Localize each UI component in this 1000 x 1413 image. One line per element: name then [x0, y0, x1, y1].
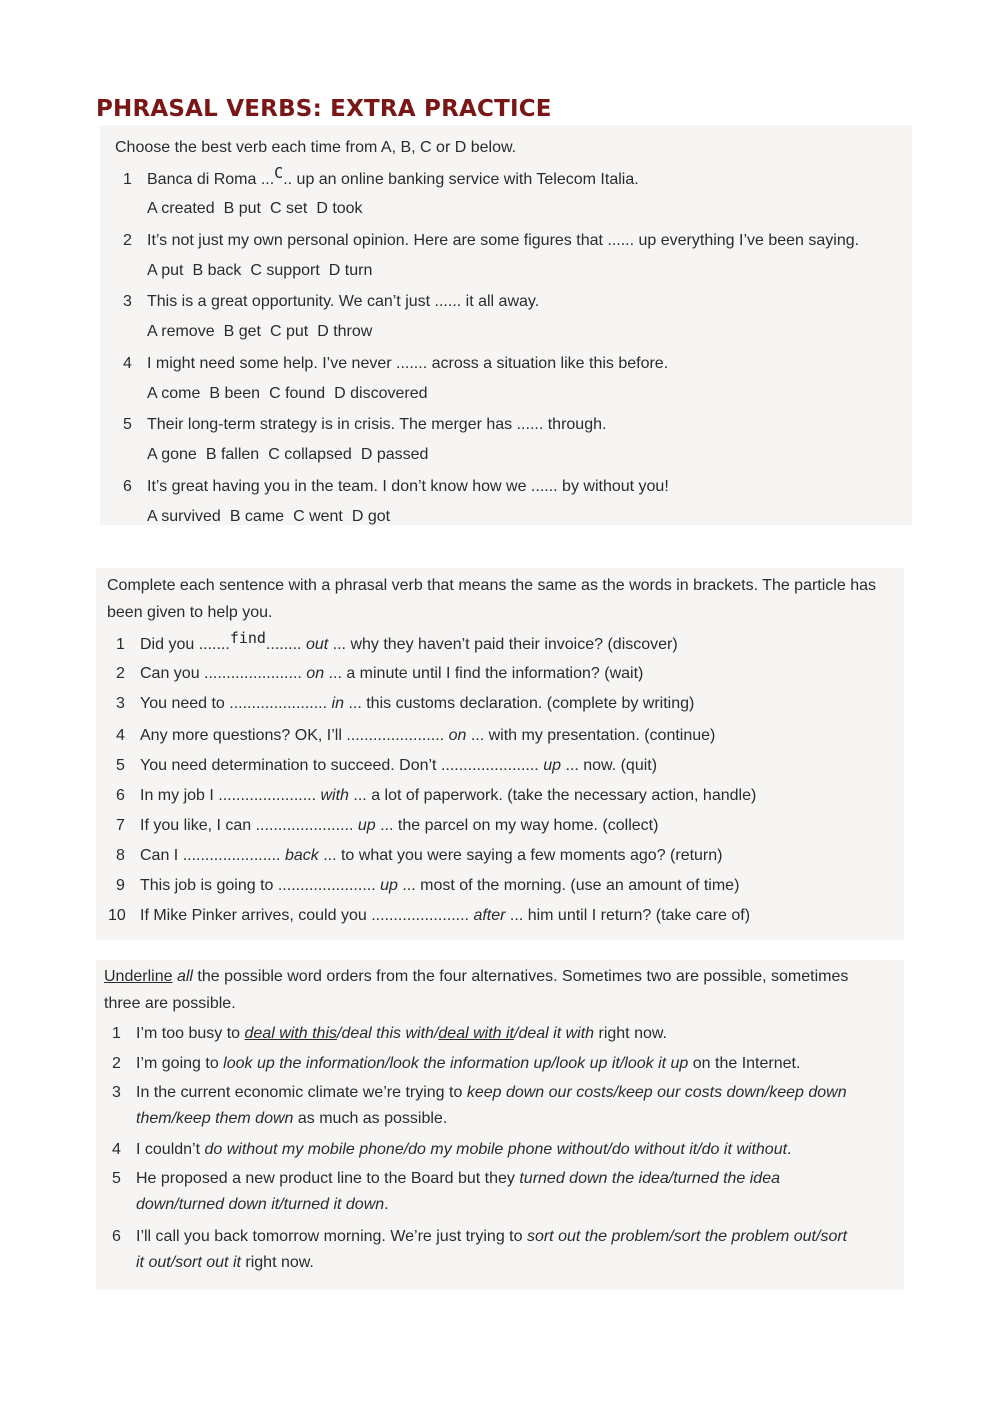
item-number: 6	[112, 1228, 121, 1245]
word-order-item-2	[112, 1055, 800, 1073]
exercise-3-instruction-line-1	[104, 968, 848, 986]
instruction-all-word: all	[176, 968, 193, 985]
question-number: 3	[123, 293, 132, 310]
item-pre: I’ll call you back tomorrow morning. We’re just trying to	[136, 1228, 527, 1245]
option-d: D got	[351, 508, 391, 525]
gap-sentence-9	[116, 877, 739, 895]
sentence-number: 8	[116, 847, 125, 864]
sentence-pre: You need determination to succeed. Don’t ......................	[140, 757, 539, 774]
sentence-number: 4	[116, 727, 125, 744]
options: look up the information/look the information up/look up it/look it up	[223, 1055, 689, 1072]
word-order-item-5	[112, 1170, 780, 1188]
item-number: 4	[112, 1141, 121, 1158]
gap-sentence-5	[116, 757, 657, 775]
item-post: as much as possible.	[293, 1110, 448, 1127]
question-1-options	[147, 200, 372, 218]
exercise-3-instruction-line-2: three are possible.	[104, 995, 236, 1012]
option-d: D throw	[317, 323, 373, 340]
option-a: A come	[147, 385, 201, 402]
question-5-options	[147, 446, 437, 464]
option-a: A put	[147, 262, 184, 279]
option-b: B get	[223, 323, 261, 340]
page-title: PHRASAL VERBS: EXTRA PRACTICE	[96, 96, 552, 122]
sentence-pre: Can you ......................	[140, 665, 302, 682]
gap-sentence-8	[116, 847, 722, 865]
question-1	[123, 164, 639, 189]
question-number: 2	[123, 232, 132, 249]
gap-sentence-4	[116, 727, 715, 745]
exercise-2-instruction-line-1: Complete each sentence with a phrasal verb that means the same as the words in brackets. The particle has	[107, 577, 876, 594]
sentence-number: 5	[116, 757, 125, 774]
question-4	[123, 355, 668, 373]
sentence-post: ... the parcel on my way home. (collect)	[380, 817, 659, 834]
option-d: D discovered	[334, 385, 428, 402]
separator: /	[337, 1025, 342, 1042]
sentence-post: ... why they haven’t paid their invoice? (discover)	[332, 636, 678, 653]
sentence-pre: Any more questions? OK, I’ll ......................	[140, 727, 445, 744]
sentence-pre: You need to ......................	[140, 695, 328, 712]
word-order-item-3-cont	[136, 1110, 447, 1128]
sentence-number: 3	[116, 695, 125, 712]
question-3	[123, 293, 539, 311]
sentence-pre: In my job I ......................	[140, 787, 317, 804]
gap-sentence-2	[116, 665, 643, 683]
particle: after	[473, 907, 506, 924]
word-order-item-5-cont	[136, 1196, 389, 1214]
underlined-option: deal with it	[438, 1025, 514, 1042]
item-post: .	[384, 1196, 389, 1213]
particle: on	[448, 727, 467, 744]
question-number: 1	[123, 171, 132, 188]
options: turned down the idea/turned the idea	[519, 1170, 780, 1187]
question-text: It’s great having you in the team. I don’t know how we ...... by without you!	[147, 478, 669, 495]
question-number: 6	[123, 478, 132, 495]
option-c: C put	[269, 323, 309, 340]
sentence-number: 1	[116, 636, 125, 653]
sentence-pre: If you like, I can ......................	[140, 817, 354, 834]
option: deal this with	[341, 1025, 434, 1042]
sentence-number: 2	[116, 665, 125, 682]
option-c: C set	[269, 200, 308, 217]
gap-sentence-10	[108, 907, 750, 925]
sentence-post: ... with my presentation. (continue)	[470, 727, 716, 744]
item-post: right now.	[594, 1025, 667, 1042]
option-b: B been	[209, 385, 261, 402]
option-d: D turn	[328, 262, 373, 279]
question-2-options	[147, 262, 381, 280]
particle: on	[306, 665, 325, 682]
options: them/keep them down	[136, 1110, 294, 1127]
item-pre: In the current economic climate we’re trying to	[136, 1084, 467, 1101]
sentence-post: ... a minute until I find the information? (wait)	[328, 665, 644, 682]
sentence-post: ... him until I return? (take care of)	[509, 907, 751, 924]
option-a: A remove	[147, 323, 215, 340]
option-d: D passed	[360, 446, 429, 463]
particle: out	[305, 636, 329, 653]
sentence-post: ... a lot of paperwork. (take the necessary action, handle)	[353, 787, 757, 804]
instruction-underline-word: Underline	[104, 968, 173, 985]
gap-sentence-1	[116, 629, 678, 654]
question-5	[123, 416, 606, 434]
particle: with	[320, 787, 349, 804]
options: do without my mobile phone/do my mobile phone without/do without it/do it without	[204, 1141, 788, 1158]
separator: /	[514, 1025, 519, 1042]
question-text: I might need some help. I’ve never ....... across a situation like this before.	[147, 355, 669, 372]
word-order-item-6-cont	[136, 1254, 314, 1272]
handwritten-answer: C	[274, 164, 284, 182]
word-order-item-1	[112, 1025, 667, 1043]
item-number: 2	[112, 1055, 121, 1072]
option-b: B fallen	[205, 446, 260, 463]
option-c: C went	[293, 508, 343, 525]
item-number: 5	[112, 1170, 121, 1187]
option-a: A gone	[147, 446, 197, 463]
sentence-number: 9	[116, 877, 125, 894]
item-post: .	[787, 1141, 792, 1158]
options: down/turned down it/turned it down	[136, 1196, 385, 1213]
item-pre: I couldn’t	[136, 1141, 205, 1158]
sentence-pre: This job is going to ......................	[140, 877, 376, 894]
word-order-item-6	[112, 1228, 847, 1246]
option-b: B back	[192, 262, 242, 279]
question-text: This is a great opportunity. We can’t just ...... it all away.	[147, 293, 540, 310]
question-6-options	[147, 508, 399, 526]
options: keep down our costs/keep our costs down/keep down	[466, 1084, 847, 1101]
sentence-number: 10	[108, 907, 126, 924]
gap-sentence-7	[116, 817, 658, 835]
question-text: Their long-term strategy is in crisis. The merger has ...... through.	[147, 416, 607, 433]
word-order-item-4	[112, 1141, 792, 1159]
question-number: 5	[123, 416, 132, 433]
item-pre: I’m going to	[136, 1055, 224, 1072]
sentence-pre: If Mike Pinker arrives, could you ......................	[140, 907, 469, 924]
sentence-pre: Did you .......	[140, 636, 230, 653]
particle: up	[380, 877, 398, 894]
option-c: C support	[250, 262, 320, 279]
item-number: 3	[112, 1084, 121, 1101]
question-6	[123, 478, 669, 496]
question-text-after: .. up an online banking service with Telecom Italia.	[283, 171, 639, 188]
particle: up	[357, 817, 376, 834]
item-pre: I’m too busy to	[136, 1025, 245, 1042]
sentence-post: ... this customs declaration. (complete by writing)	[348, 695, 695, 712]
sentence-dots: ........	[265, 636, 302, 653]
gap-sentence-6	[116, 787, 756, 805]
underlined-option: deal with this	[244, 1025, 337, 1042]
item-number: 1	[112, 1025, 121, 1042]
sentence-post: ... most of the morning. (use an amount of time)	[402, 877, 740, 894]
options: it out/sort out it	[136, 1254, 241, 1271]
question-4-options	[147, 385, 437, 403]
question-number: 4	[123, 355, 132, 372]
gap-sentence-3	[116, 695, 694, 713]
particle: back	[284, 847, 319, 864]
question-text-before: Banca di Roma ...	[147, 171, 275, 188]
sentence-post: ... to what you were saying a few moments ago? (return)	[323, 847, 723, 864]
separator: /	[433, 1025, 439, 1042]
exercise-2-instruction-line-2: been given to help you.	[107, 604, 273, 621]
option-a: A created	[147, 200, 215, 217]
options: sort out the problem/sort the problem out/sort	[526, 1228, 848, 1245]
item-post: right now.	[240, 1254, 314, 1271]
item-pre: He proposed a new product line to the Board but they	[136, 1170, 520, 1187]
option-b: B came	[229, 508, 285, 525]
option-d: D took	[316, 200, 363, 217]
sentence-number: 7	[116, 817, 125, 834]
word-order-item-3	[112, 1084, 847, 1102]
sentence-post: ... now. (quit)	[565, 757, 658, 774]
handwritten-answer: find	[229, 629, 266, 647]
question-3-options	[147, 323, 381, 341]
option: deal it with	[518, 1025, 595, 1042]
exercise-1-instruction: Choose the best verb each time from A, B, C or D below.	[115, 139, 517, 156]
item-post: on the Internet.	[688, 1055, 801, 1072]
option-c: C found	[269, 385, 326, 402]
question-text: It’s not just my own personal opinion. Here are some figures that ...... up everything I’ve been saying.	[147, 232, 860, 249]
sentence-pre: Can I ......................	[140, 847, 281, 864]
question-2	[123, 232, 859, 250]
sentence-number: 6	[116, 787, 125, 804]
option-b: B put	[223, 200, 261, 217]
particle: up	[543, 757, 561, 774]
particle: in	[331, 695, 344, 712]
instruction-text: the possible word orders from the four alternatives. Sometimes two are possible, sometimes	[197, 968, 849, 985]
option-c: C collapsed	[268, 446, 352, 463]
option-a: A survived	[147, 508, 221, 525]
